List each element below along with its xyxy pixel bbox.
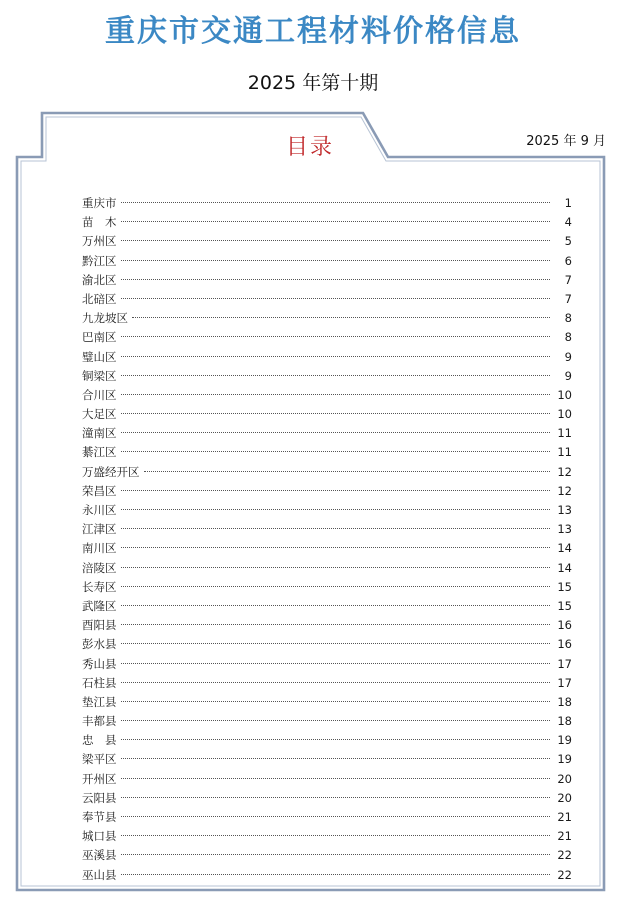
toc-entry[interactable] bbox=[82, 674, 572, 693]
dot-leader bbox=[121, 739, 551, 740]
toc-entry-page: 5 bbox=[564, 234, 572, 249]
toc-entry[interactable] bbox=[82, 194, 572, 213]
toc-entry-page: 21 bbox=[557, 810, 572, 824]
toc-entry-page: 12 bbox=[557, 464, 572, 479]
dot-leader bbox=[121, 528, 551, 529]
toc-entry-page: 20 bbox=[557, 771, 572, 786]
dot-leader bbox=[121, 547, 551, 548]
toc-entry-label: 石柱县 bbox=[82, 675, 117, 690]
toc-entry[interactable] bbox=[82, 655, 572, 674]
dot-leader bbox=[121, 394, 551, 395]
dot-leader bbox=[132, 317, 550, 318]
toc-entry-page: 10 bbox=[557, 407, 572, 422]
dot-leader bbox=[121, 375, 551, 376]
toc-entry-label: 璧山区 bbox=[82, 349, 117, 364]
dot-leader bbox=[121, 835, 551, 836]
toc-entry-page: 7 bbox=[564, 291, 572, 306]
dot-leader bbox=[121, 221, 551, 222]
toc-entry[interactable] bbox=[82, 539, 572, 558]
dot-leader bbox=[121, 279, 551, 280]
dot-leader bbox=[121, 778, 551, 779]
dot-leader bbox=[121, 451, 551, 452]
toc-entry[interactable] bbox=[82, 501, 572, 520]
toc-entry[interactable] bbox=[82, 750, 572, 769]
toc-entry[interactable] bbox=[82, 309, 572, 328]
toc-entry-label: 潼南区 bbox=[82, 426, 117, 441]
toc-entry-page: 22 bbox=[557, 867, 572, 882]
toc-entry-page: 13 bbox=[557, 503, 572, 517]
toc-entry[interactable] bbox=[82, 213, 572, 232]
toc-entry[interactable] bbox=[82, 808, 572, 827]
toc-entry[interactable] bbox=[82, 367, 572, 386]
toc-entry-page: 12 bbox=[557, 483, 572, 498]
toc-entry-page: 17 bbox=[557, 675, 572, 690]
toc-entry-label: 大足区 bbox=[82, 407, 117, 422]
toc-entry-page: 18 bbox=[557, 694, 572, 709]
dot-leader bbox=[121, 240, 551, 241]
toc-entry-label: 南川区 bbox=[82, 541, 117, 556]
dot-leader bbox=[121, 701, 551, 702]
toc-entry[interactable] bbox=[82, 252, 572, 271]
toc-list bbox=[82, 194, 572, 885]
dot-leader bbox=[121, 797, 551, 798]
toc-entry[interactable] bbox=[82, 578, 572, 597]
dot-leader bbox=[121, 490, 551, 491]
toc-entry-label: 秀山县 bbox=[82, 656, 117, 671]
dot-leader bbox=[121, 356, 551, 357]
toc-entry-label: 万盛经开区 bbox=[82, 464, 140, 479]
toc-entry-page: 7 bbox=[564, 272, 572, 287]
dot-leader bbox=[121, 586, 551, 587]
toc-entry-page: 18 bbox=[557, 714, 572, 729]
dot-leader bbox=[144, 471, 551, 472]
toc-entry[interactable] bbox=[82, 635, 572, 654]
toc-entry-page: 17 bbox=[557, 656, 572, 671]
toc-entry-page: 10 bbox=[557, 387, 572, 402]
dot-leader bbox=[121, 720, 551, 721]
toc-entry-page: 11 bbox=[557, 426, 572, 441]
toc-entry-label: 巫溪县 bbox=[82, 848, 117, 863]
toc-entry[interactable] bbox=[82, 328, 572, 347]
toc-entry-page: 13 bbox=[557, 522, 572, 537]
toc-entry-page: 15 bbox=[557, 579, 572, 594]
toc-entry-page: 4 bbox=[564, 215, 572, 230]
toc-entry-label: 彭水县 bbox=[82, 637, 117, 652]
toc-entry[interactable] bbox=[82, 443, 572, 462]
dot-leader bbox=[121, 567, 551, 568]
toc-entry[interactable] bbox=[82, 597, 572, 616]
dot-leader bbox=[121, 854, 551, 855]
dot-leader bbox=[121, 605, 551, 606]
toc-entry[interactable] bbox=[82, 290, 572, 309]
toc-entry-label: 巴南区 bbox=[82, 330, 117, 345]
toc-entry-page: 16 bbox=[557, 637, 572, 652]
dot-leader bbox=[121, 432, 551, 433]
toc-entry-label: 永川区 bbox=[82, 503, 117, 517]
toc-entry-label: 垫江县 bbox=[82, 694, 117, 709]
toc-entry[interactable] bbox=[82, 827, 572, 846]
toc-heading: 目录 bbox=[285, 135, 334, 160]
toc-entry[interactable] bbox=[82, 693, 572, 712]
toc-entry-page: 21 bbox=[557, 829, 572, 844]
toc-entry-label: 江津区 bbox=[82, 522, 117, 537]
toc-entry-page: 19 bbox=[557, 752, 572, 767]
toc-entry-label: 奉节县 bbox=[82, 810, 117, 824]
toc-entry[interactable] bbox=[82, 271, 572, 290]
toc-entry-label: 渝北区 bbox=[82, 272, 117, 287]
dot-leader bbox=[121, 413, 551, 414]
toc-entry-page: 15 bbox=[557, 598, 572, 613]
toc-entry[interactable] bbox=[82, 348, 572, 367]
toc-entry-label: 武隆区 bbox=[82, 598, 117, 613]
toc-entry[interactable] bbox=[82, 770, 572, 789]
dot-leader bbox=[121, 624, 551, 625]
toc-entry-label: 开州区 bbox=[82, 771, 117, 786]
toc-entry[interactable] bbox=[82, 482, 572, 501]
toc-entry-page: 9 bbox=[564, 368, 572, 383]
toc-entry-label: 长寿区 bbox=[82, 579, 117, 594]
toc-entry-label: 云阳县 bbox=[82, 790, 117, 805]
toc-entry[interactable] bbox=[82, 405, 572, 424]
toc-entry-page: 14 bbox=[557, 560, 572, 575]
toc-entry-label: 巫山县 bbox=[82, 867, 117, 882]
toc-entry-label: 綦江区 bbox=[82, 445, 117, 460]
dot-leader bbox=[121, 816, 551, 817]
toc-entry-label: 荣昌区 bbox=[82, 483, 117, 498]
dot-leader bbox=[121, 663, 551, 664]
toc-entry[interactable] bbox=[82, 559, 572, 578]
toc-entry-label: 城口县 bbox=[82, 829, 117, 844]
dot-leader bbox=[121, 509, 551, 510]
toc-entry[interactable] bbox=[82, 386, 572, 405]
toc-entry-label: 合川区 bbox=[82, 387, 117, 402]
dot-leader bbox=[121, 874, 551, 875]
toc-entry-label: 涪陵区 bbox=[82, 560, 117, 575]
toc-entry-page: 6 bbox=[564, 253, 572, 268]
issue-number: 2025 年第十期 bbox=[247, 72, 379, 94]
toc-entry-page: 8 bbox=[564, 330, 572, 345]
dot-leader bbox=[121, 758, 551, 759]
dot-leader bbox=[121, 260, 551, 261]
toc-entry[interactable] bbox=[82, 846, 572, 865]
toc-entry-label: 黔江区 bbox=[82, 253, 117, 268]
toc-entry-label: 万州区 bbox=[82, 234, 117, 249]
toc-entry-label: 铜梁区 bbox=[82, 368, 117, 383]
document-title: 重庆市交通工程材料价格信息 bbox=[105, 14, 521, 49]
toc-entry[interactable] bbox=[82, 232, 572, 251]
toc-entry-page: 20 bbox=[557, 790, 572, 805]
toc-entry-label: 苗 木 bbox=[82, 215, 117, 230]
toc-entry[interactable] bbox=[82, 424, 572, 443]
toc-entry[interactable] bbox=[82, 520, 572, 539]
toc-entry[interactable] bbox=[82, 463, 572, 482]
toc-entry[interactable] bbox=[82, 789, 572, 808]
toc-entry-page: 14 bbox=[557, 541, 572, 556]
dot-leader bbox=[121, 643, 551, 644]
toc-entry-label: 丰都县 bbox=[82, 714, 117, 729]
toc-entry-label: 重庆市 bbox=[82, 196, 117, 210]
dot-leader bbox=[121, 336, 551, 337]
toc-entry[interactable] bbox=[82, 731, 572, 750]
toc-entry-label: 酉阳县 bbox=[82, 618, 117, 633]
toc-entry-label: 九龙坡区 bbox=[82, 311, 128, 326]
toc-entry-label: 忠 县 bbox=[82, 733, 117, 748]
dot-leader bbox=[121, 298, 551, 299]
toc-entry-page: 8 bbox=[564, 311, 572, 326]
toc-entry-label: 梁平区 bbox=[82, 752, 117, 767]
toc-entry[interactable] bbox=[82, 616, 572, 635]
toc-entry-label: 北碚区 bbox=[82, 291, 117, 306]
toc-entry-page: 22 bbox=[557, 848, 572, 863]
toc-entry-page: 11 bbox=[557, 445, 572, 460]
toc-entry[interactable] bbox=[82, 712, 572, 731]
dot-leader bbox=[121, 682, 551, 683]
toc-entry-page: 19 bbox=[557, 733, 572, 748]
toc-entry-page: 1 bbox=[564, 196, 572, 210]
toc-entry-page: 16 bbox=[557, 618, 572, 633]
toc-entry-page: 9 bbox=[564, 349, 572, 364]
toc-entry[interactable] bbox=[82, 866, 572, 885]
publication-date: 2025 年 9 月 bbox=[526, 134, 606, 149]
dot-leader bbox=[121, 202, 551, 203]
